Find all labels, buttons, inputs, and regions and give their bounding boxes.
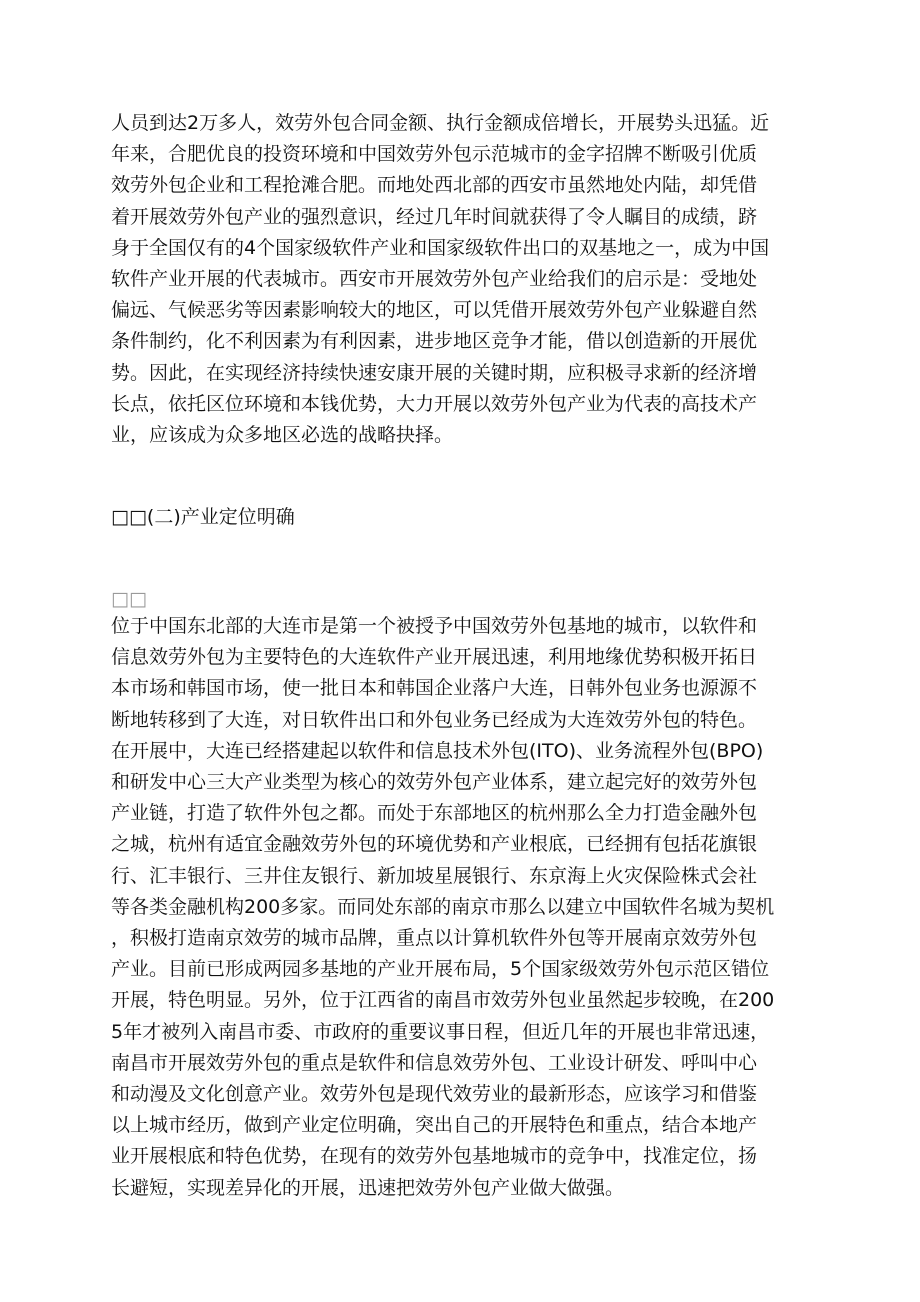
text-line: 产业链，打造了软件外包之都。而处于东部地区的杭州那么全力打造金融外包 bbox=[111, 802, 758, 825]
text-line: 产业。目前已形成两园多基地的产业开展布局，5个国家级效劳外包示范区错位 bbox=[111, 958, 770, 981]
text-line: 长点，依托区位环境和本钱优势，大力开展以效劳外包产业为代表的高技术产 bbox=[111, 392, 758, 415]
text-line: 势。因此，在实现经济持续快速安康开展的关键时期，应积极寻求新的经济增 bbox=[111, 361, 758, 384]
text-line: 本市场和韩国市场，使一批日本和韩国企业落户大连，日韩外包业务也源源不 bbox=[111, 677, 758, 700]
paragraph-body-2 bbox=[111, 611, 811, 1204]
text-line: 业开展根底和特色优势，在现有的效劳外包基地城市的竞争中，找准定位，扬 bbox=[111, 1145, 758, 1168]
text-line: 等各类金融机构200多家。而同处东部的南京市那么以建立中国软件名城为契机 bbox=[111, 895, 775, 918]
text-line: 行、汇丰银行、三井住友银行、新加坡星展银行、东京海上火灾保险株式会社 bbox=[111, 864, 758, 887]
text-line: 断地转移到了大连，对日软件出口和外包业务已经成为大连效劳外包的特色。 bbox=[111, 708, 758, 731]
text-line: ，积极打造南京效劳的城市品牌，重点以计算机软件外包等开展南京效劳外包 bbox=[111, 927, 758, 950]
text-line: 长避短，实现差异化的开展，迅速把效劳外包产业做大做强。 bbox=[111, 1176, 625, 1199]
text-line: 位于中国东北部的大连市是第一个被授予中国效劳外包基地的城市，以软件和 bbox=[111, 615, 758, 637]
text-line: 在开展中，大连已经搭建起以软件和信息技术外包(ITO)、业务流程外包(BPO) bbox=[111, 739, 764, 762]
paragraph-body-1 bbox=[111, 108, 811, 451]
text-line: 软件产业开展的代表城市。西安市开展效劳外包产业给我们的启示是：受地处 bbox=[111, 268, 758, 291]
text-line: 人员到达2万多人，效劳外包合同金额、执行金额成倍增长，开展势头迅猛。近 bbox=[111, 112, 770, 134]
section-heading: □□(二)产业定位明确 bbox=[111, 506, 295, 528]
text-line: 开展，特色明显。另外，位于江西省的南昌市效劳外包业虽然起步较晚，在200 bbox=[111, 989, 775, 1012]
text-line: 以上城市经历，做到产业定位明确，突出自己的开展特色和重点，结合本地产 bbox=[111, 1114, 758, 1137]
text-line: 业，应该成为众多地区必选的战略抉择。 bbox=[111, 424, 454, 447]
text-line: 5年才被列入南昌市委、市政府的重要议事日程，但近几年的开展也非常迅速， bbox=[111, 1020, 770, 1043]
text-line: 和研发中心三大产业类型为核心的效劳外包产业体系，建立起完好的效劳外包 bbox=[111, 771, 758, 794]
text-line: 效劳外包企业和工程抢滩合肥。而地处西北部的西安市虽然地处内陆，却凭借 bbox=[111, 174, 758, 197]
text-line: 偏远、气候恶劣等因素影响较大的地区，可以凭借开展效劳外包产业躲避自然 bbox=[111, 299, 758, 322]
placeholder-glyphs: □□ bbox=[111, 588, 147, 610]
text-line: 年来，合肥优良的投资环境和中国效劳外包示范城市的金字招牌不断吸引优质 bbox=[111, 143, 758, 166]
text-line: 之城，杭州有适宜金融效劳外包的环境优势和产业根底，已经拥有包括花旗银 bbox=[111, 833, 758, 856]
text-line: 和动漫及文化创意产业。效劳外包是现代效劳业的最新形态，应该学习和借鉴 bbox=[111, 1083, 758, 1106]
text-line: 信息效劳外包为主要特色的大连软件产业开展迅速，利用地缘优势积极开拓日 bbox=[111, 646, 758, 669]
text-line: 条件制约，化不利因素为有利因素，进步地区竞争才能，借以创造新的开展优 bbox=[111, 330, 758, 353]
text-line: 身于全国仅有的4个国家级软件产业和国家级软件出口的双基地之一，成为中国 bbox=[111, 236, 770, 259]
text-line: 南昌市开展效劳外包的重点是软件和信息效劳外包、工业设计研发、呼叫中心 bbox=[111, 1051, 758, 1074]
text-line: 着开展效劳外包产业的强烈意识，经过几年时间就获得了令人瞩目的成绩，跻 bbox=[111, 205, 758, 228]
